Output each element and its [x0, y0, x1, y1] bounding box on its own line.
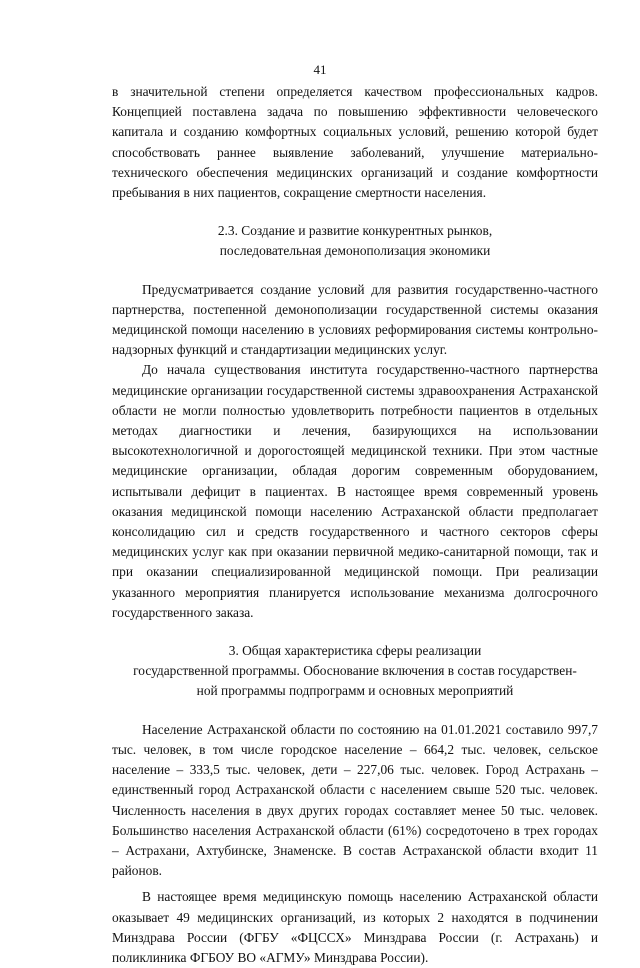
- section-heading-3-line3: ной программы подпрограмм и основных мероприятий: [196, 683, 514, 699]
- section-heading-3-line1: 3. Общая характеристика сферы реализации: [228, 643, 482, 659]
- paragraph-3-2: В настоящее время медицинскую помощь населению Астраханской области оказывает 49 медицинских организаций, из которых 2 находятся в подчинении Минздрава России (ФГБУ «ФЦССХ» Минздрава России (г. Астрахань) и поликлиника ФГБОУ ВО «АГМУ» Минздрава России).: [112, 889, 598, 965]
- page-number: 41: [313, 62, 327, 77]
- section-heading-2-3-line1: 2.3. Создание и развитие конкурентных рынков,: [217, 223, 493, 239]
- paragraph-2-3-1: Предусматривается создание условий для развития государственно-частного партнерства, постепенной демонополизации государственной системы оказания медицинской помощи населению в условиях реформирования системы контрольно-надзорных функций и стандартизации медицинских услуг.: [112, 281, 598, 358]
- paragraph-2-3-2: До начала существования института государственно-частного партнерства медицинские организации государственной системы здравоохранения Астраханской области не могли полностью удовлетворить потребности пациентов в отдельных методах диагностики и лечения, базирующихся на использовании высокотехнологичной и дорогостоящей медицинской техники. При этом частные медицинские организации, обладая дорогим современным оборудованием, испытывали дефицит в пациентах. В настоящее время современный уровень оказания медицинской помощи населению Астраханской области предполагает консолидацию сил и средств государственного и частного секторов сферы медицинских услуг как при оказании первичной медико-санитарной помощи, так и при оказании специализированной медицинской помощи. При реализации указанного мероприятия планируется использование механизма долгосрочного государственного заказа.: [112, 362, 598, 620]
- section-heading-3-line2: государственной программы. Обоснование включения в состав государствен-: [133, 663, 577, 679]
- paragraph-intro: в значительной степени определяется качеством профессиональных кадров. Концепцией поставлена задача по повышению эффективности человеческого капитала и созданию комфортных социальных условий, решению которой будет способствовать раннее выявление заболеваний, улучшение материально-технического обеспечения медицинских организаций и создание комфортности пребывания в них пациентов, сокращение смертности населения.: [112, 84, 598, 201]
- section-heading-2-3: [112, 221, 598, 261]
- section-heading-3: [112, 641, 598, 702]
- paragraph-3-1: Население Астраханской области по состоянию на 01.01.2021 составило 997,7 тыс. человек, в том числе городское население – 664,2 тыс. человек, сельское население – 333,5 тыс. человек, дети – 227,06 тыс. человек. Город Астрахань – единственный город Астраханской области с населением свыше 520 тыс. человек. Численность населения в двух других городах составляет менее 50 тыс. человек. Большинство населения Астраханской области (61%) сосредоточено в трех городах – Астрахани, Ахтубинске, Знаменске. В состав Астраханской области входит 11 районов.: [112, 721, 598, 879]
- section-heading-2-3-line2: последовательная демонополизация экономики: [219, 243, 491, 259]
- document-body: [112, 82, 598, 968]
